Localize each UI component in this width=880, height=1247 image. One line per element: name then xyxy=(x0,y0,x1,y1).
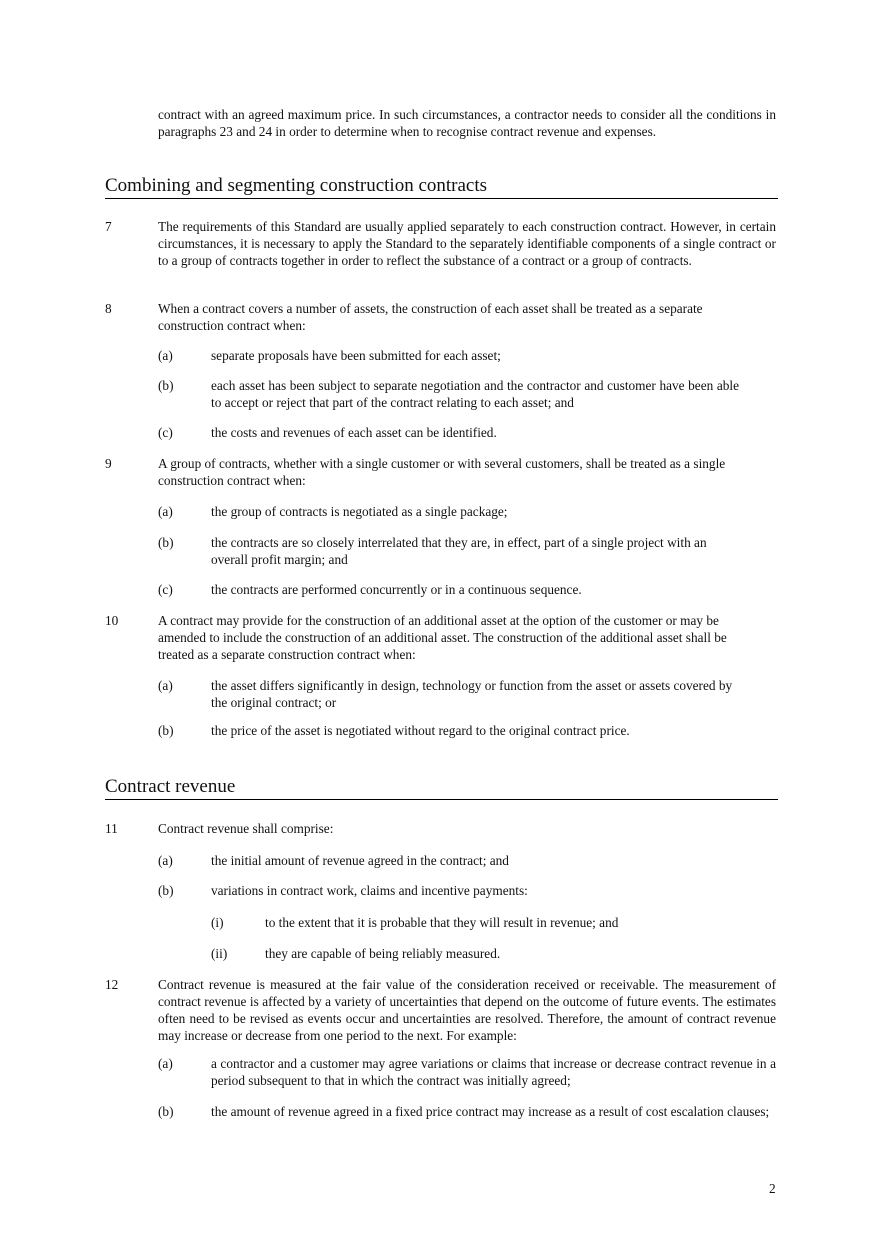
list-item: the costs and revenues of each asset can be identified. xyxy=(211,425,497,440)
item-label: (a) xyxy=(158,1056,173,1071)
paragraph-9: A group of contracts, whether with a single customer or with several customers, shall be treated as a single construction contract when: xyxy=(158,456,726,488)
item-label: (a) xyxy=(158,504,173,519)
para-number: 10 xyxy=(105,613,119,628)
para-number: 9 xyxy=(105,456,112,471)
list-item: the group of contracts is negotiated as a single package; xyxy=(211,504,508,519)
list-item: a contractor and a customer may agree variations or claims that increase or decrease contract revenue in a period subsequent to that in which the contract was initially agreed; xyxy=(211,1056,776,1088)
paragraph-8: When a contract covers a number of assets, the construction of each asset shall be treated as a separate construction contract when: xyxy=(158,301,703,333)
section-heading-combining: Combining and segmenting construction contracts xyxy=(105,175,778,199)
item-label: (c) xyxy=(158,582,173,597)
item-label: (a) xyxy=(158,853,173,868)
item-label: (b) xyxy=(158,1104,174,1119)
item-label: (b) xyxy=(158,723,174,738)
list-item: the price of the asset is negotiated without regard to the original contract price. xyxy=(211,723,630,738)
para-number: 7 xyxy=(105,219,112,234)
list-item: the amount of revenue agreed in a fixed price contract may increase as a result of cost escalation clauses; xyxy=(211,1104,770,1119)
item-label: (b) xyxy=(158,378,174,393)
list-item: the initial amount of revenue agreed in the contract; and xyxy=(211,853,509,868)
page-number: 2 xyxy=(769,1181,776,1196)
list-item: separate proposals have been submitted for each asset; xyxy=(211,348,501,363)
intro-paragraph: contract with an agreed maximum price. In such circumstances, a contractor needs to consider all the conditions in paragraphs 23 and 24 in order to determine when to recognise contract revenue and expenses. xyxy=(158,107,776,139)
subitem-label: (i) xyxy=(211,915,224,930)
paragraph-10: A contract may provide for the construction of an additional asset at the option of the customer or may be amended to include the construction of an additional asset. The construction of the additional asset shall be treated as a separate construction contract when: xyxy=(158,613,727,662)
list-item: the contracts are so closely interrelated that they are, in effect, part of a single project with an overall profit margin; and xyxy=(211,535,707,567)
sub-list-item: to the extent that it is probable that they will result in revenue; and xyxy=(265,915,619,930)
item-label: (b) xyxy=(158,535,174,550)
item-label: (a) xyxy=(158,678,173,693)
para-number: 11 xyxy=(105,821,118,836)
para-number: 8 xyxy=(105,301,112,316)
paragraph-11: Contract revenue shall comprise: xyxy=(158,821,334,836)
item-label: (b) xyxy=(158,883,174,898)
sub-list-item: they are capable of being reliably measured. xyxy=(265,946,501,961)
list-item: the contracts are performed concurrently or in a continuous sequence. xyxy=(211,582,582,597)
list-item: each asset has been subject to separate negotiation and the contractor and customer have been able to accept or reject that part of the contract relating to each asset; and xyxy=(211,378,739,410)
para-number: 12 xyxy=(105,977,119,992)
list-item: the asset differs significantly in design, technology or function from the asset or assets covered by the original contract; or xyxy=(211,678,733,710)
item-label: (c) xyxy=(158,425,173,440)
paragraph-12: Contract revenue is measured at the fair value of the consideration received or receivable. The measurement of contract revenue is affected by a variety of uncertainties that depend on the outcome of future events. The estimates often need to be revised as events occur and uncertainties are resolved. Therefore, the amount of contract revenue may increase or decrease from one period to the next. For example: xyxy=(158,977,776,1043)
paragraph-7: The requirements of this Standard are usually applied separately to each construction contract. However, in certain circumstances, it is necessary to apply the Standard to the separately identifiable components of a single contract or to a group of contracts together in order to reflect the substance of a contract or a group of contracts. xyxy=(158,219,776,268)
section-heading-contract-revenue: Contract revenue xyxy=(105,776,778,800)
subitem-label: (ii) xyxy=(211,946,228,961)
item-label: (a) xyxy=(158,348,173,363)
list-item: variations in contract work, claims and incentive payments: xyxy=(211,883,528,898)
